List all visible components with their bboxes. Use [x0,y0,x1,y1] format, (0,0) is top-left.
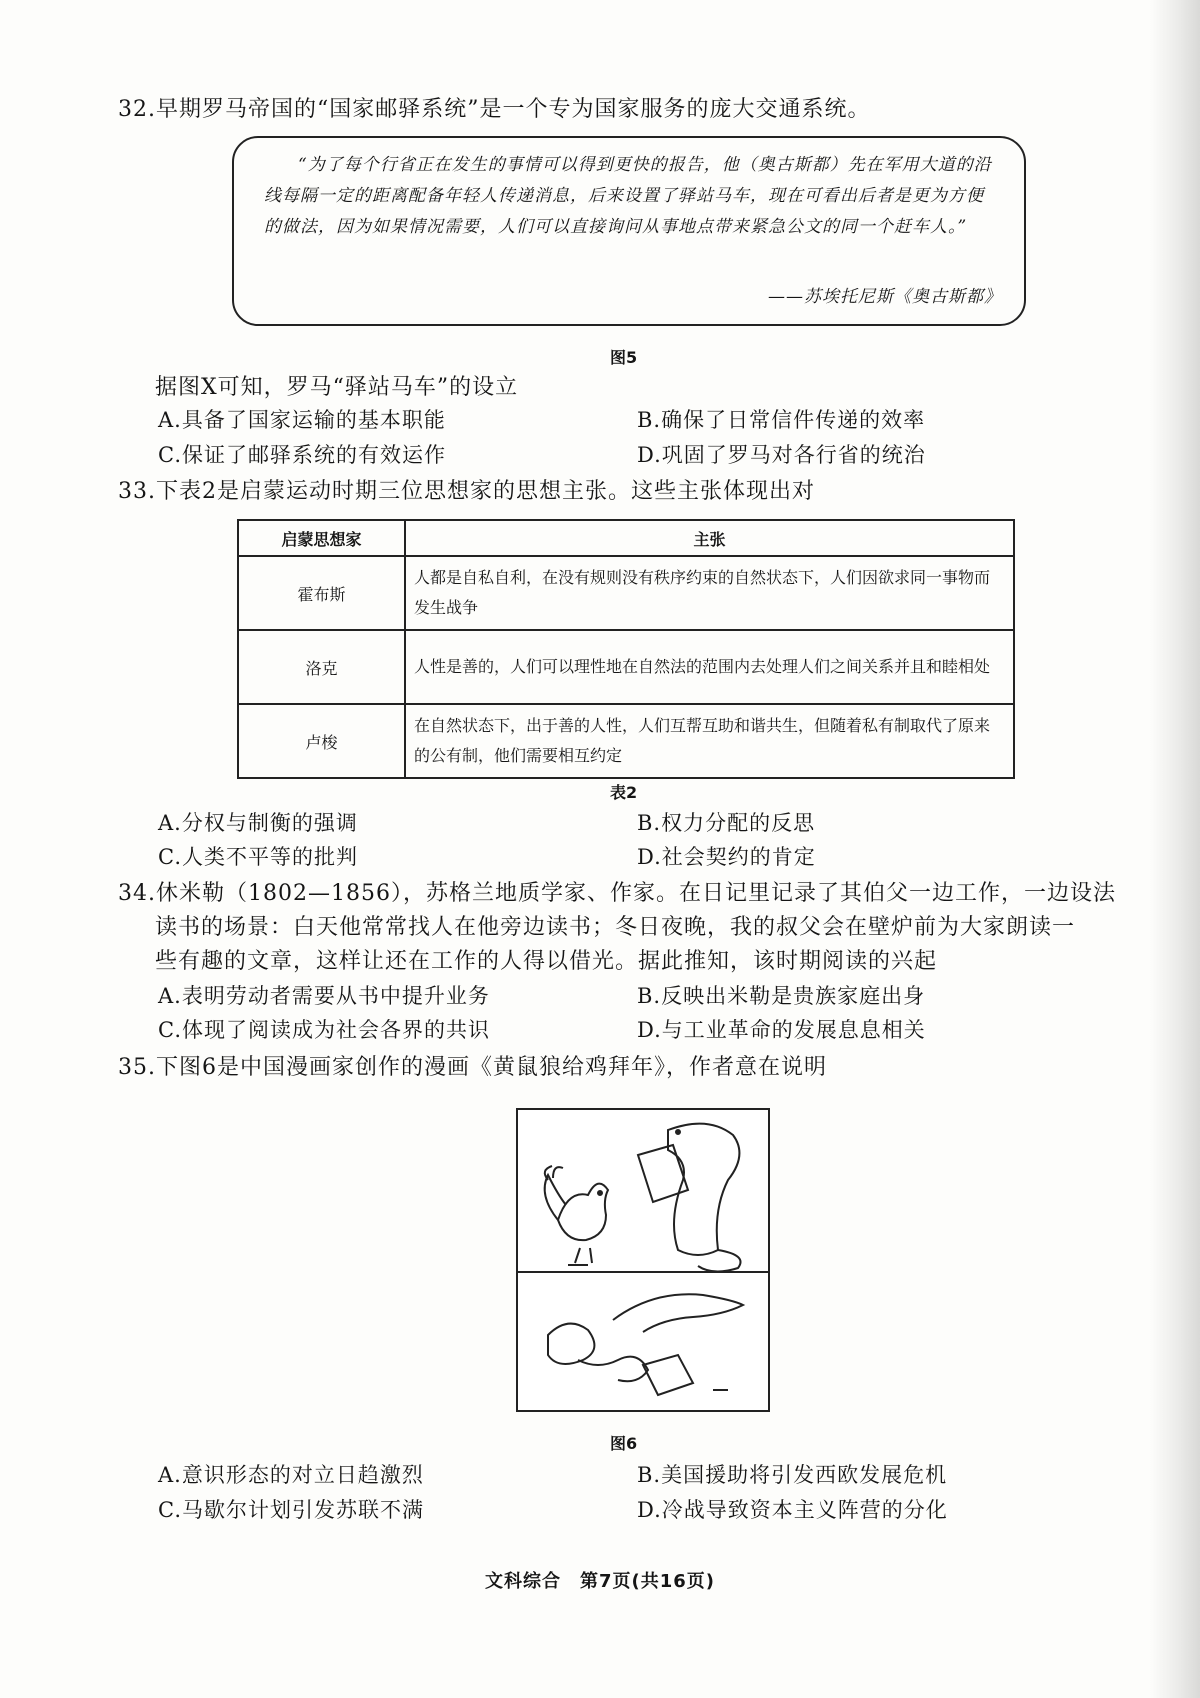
table-2-caption: 表2 [610,783,638,802]
q32-quote-box [232,136,1026,326]
q32-option-b[interactable]: B.确保了日常信件传递的效率 [637,408,926,432]
table-row [238,630,1014,704]
q32-stem: 32.早期罗马帝国的“国家邮驿系统”是一个专为国家服务的庞大交通系统。 [118,97,871,122]
q34-stem-line-2: 读书的场景：白天他常常找人在他旁边读书；冬日夜晚，我的叔父会在壁炉前为大家朗读一 [155,915,1076,940]
q35-option-a[interactable]: A.意识形态的对立日趋激烈 [158,1463,424,1487]
cartoon-drawing [518,1110,768,1410]
thinker-claim: 在自然状态下，出于善的人性，人们互帮互助和谐共生，但随着私有制取代了原来的公有制，他们需要相互约定 [405,704,1014,778]
table-header-row [238,520,1014,556]
q32-quote: “为了每个行省正在发生的事情可以得到更快的报告，他（奥古斯都）先在军用大道的沿线每隔一定的距离配备年轻人传递消息，后来设置了驿站马车，现在可看出后者是更为方便的做法，因为如果情况需要，人们可以直接询问从事地点带来紧急公文的同一个赶车人。” [264,155,992,237]
q32-option-d[interactable]: D.巩固了罗马对各行省的统治 [637,443,926,467]
thinker-name: 霍布斯 [238,556,405,630]
weasel-attack-drawing [548,1294,743,1395]
table-row [238,556,1014,630]
q32-question: 据图X可知，罗马“驿站马车”的设立 [155,375,519,400]
q35-option-d[interactable]: D.冷战导致资本主义阵营的分化 [637,1498,948,1522]
q32-option-c[interactable]: C.保证了邮驿系统的有效运作 [158,443,446,467]
q32-quote-source: ——苏埃托尼斯《奥古斯都》 [768,287,1002,307]
thinker-name: 卢梭 [238,704,405,778]
weasel-drawing [638,1124,741,1272]
thinker-claim: 人性是善的，人们可以理性地在自然法的范围内去处理人们之间关系并且和睦相处 [405,630,1014,704]
page-footer: 文科综合 第7页(共16页) [484,1571,716,1592]
q34-option-a[interactable]: A.表明劳动者需要从书中提升业务 [158,984,490,1008]
q33-option-a[interactable]: A.分权与制衡的强调 [158,811,358,835]
figure-6-caption: 图6 [610,1434,638,1453]
q34-option-d[interactable]: D.与工业革命的发展息息相关 [637,1018,926,1042]
figure-5-caption: 图5 [610,348,638,367]
q34-stem-line-3: 些有趣的文章，这样让还在工作的人得以借光。据此推知，该时期阅读的兴起 [155,949,938,974]
scan-edge-shadow [1150,0,1200,1698]
q33-option-b[interactable]: B.权力分配的反思 [637,811,816,835]
q35-option-b[interactable]: B.美国援助将引发西欧发展危机 [637,1463,948,1487]
figure-6-cartoon [516,1108,770,1412]
q35-stem: 35.下图6是中国漫画家创作的漫画《黄鼠狼给鸡拜年》，作者意在说明 [118,1055,827,1080]
q33-option-c[interactable]: C.人类不平等的批判 [158,845,358,869]
table-2 [237,519,1015,779]
table-header-claim: 主张 [405,520,1014,556]
q33-option-d[interactable]: D.社会契约的肯定 [637,845,816,869]
table-row [238,704,1014,778]
table-header-thinker: 启蒙思想家 [238,520,405,556]
q34-option-c[interactable]: C.体现了阅读成为社会各界的共识 [158,1018,490,1042]
thinker-name: 洛克 [238,630,405,704]
thinker-claim: 人都是自私自利，在没有规则没有秩序约束的自然状态下，人们因欲求同一事物而发生战争 [405,556,1014,630]
q34-option-b[interactable]: B.反映出米勒是贵族家庭出身 [637,984,926,1008]
q33-stem: 33.下表2是启蒙运动时期三位思想家的思想主张。这些主张体现出对 [118,479,815,504]
q34-stem-line-1: 34.休米勒（1802—1856），苏格兰地质学家、作家。在日记里记录了其伯父一边工作，一边设法 [118,881,1116,906]
rooster-drawing [545,1166,608,1265]
q32-option-a[interactable]: A.具备了国家运输的基本职能 [158,408,446,432]
q35-option-c[interactable]: C.马歇尔计划引发苏联不满 [158,1498,424,1522]
